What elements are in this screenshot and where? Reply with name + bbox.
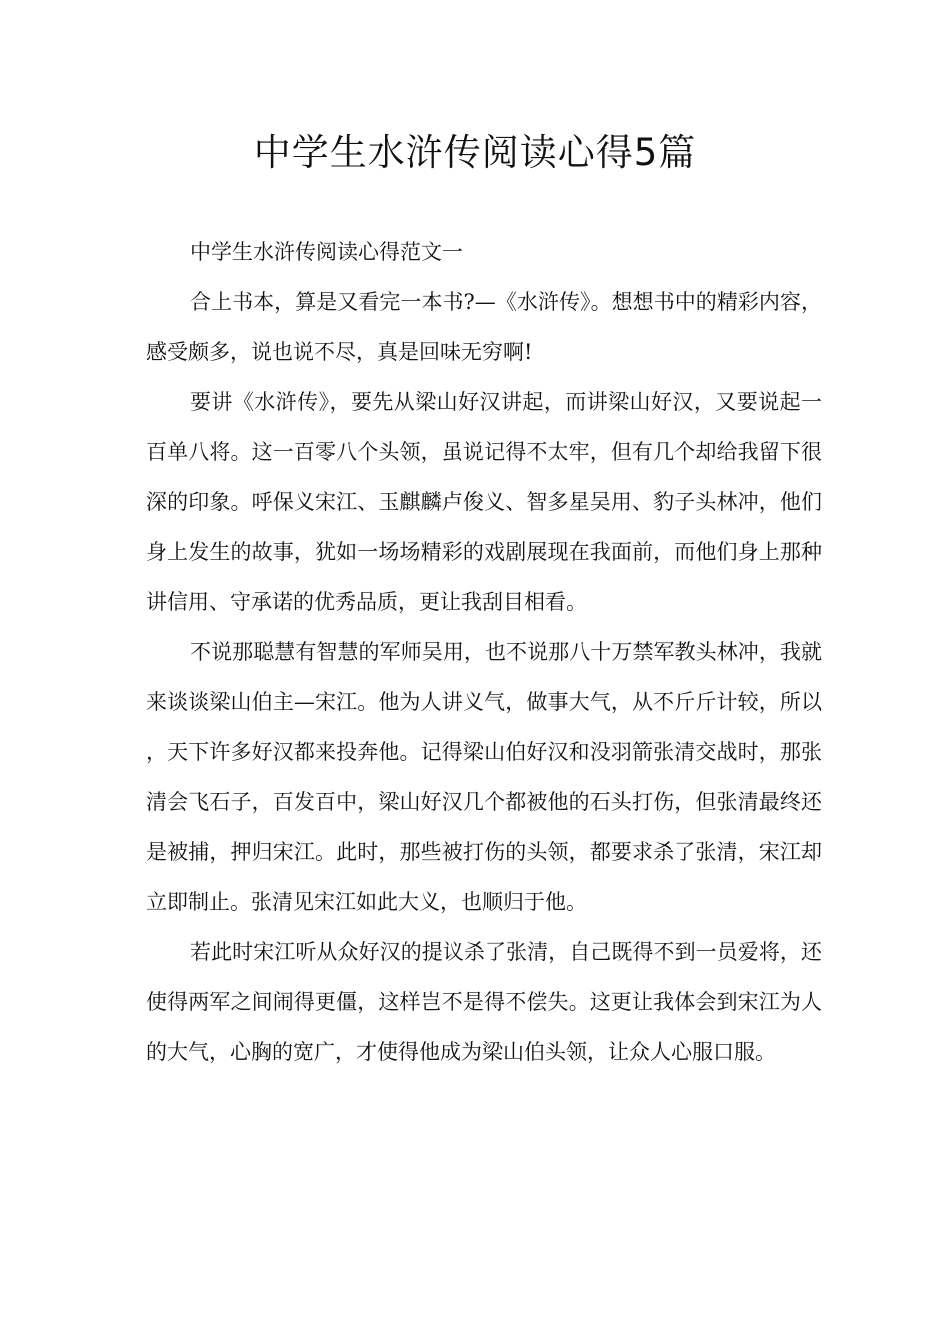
paragraph-2: 要讲《水浒传》，要先从梁山好汉讲起，而讲梁山好汉，又要说起一百单八将。这一百零八个头领，虽说记得不太牢，但有几个却给我留下很深的印象。呼保义宋江、玉麒麟卢俊义、智多星吴用、豹子头林冲，他们身上发生的故事，犹如一场场精彩的戏剧展现在我面前，而他们身上那种讲信用、守承诺的优秀品质，更让我刮目相看。 (146, 390, 822, 614)
paragraph-1: 合上书本，算是又看完一本书?—《水浒传》。想想书中的精彩内容，感受颇多，说也说不尽，真是回味无穷啊! (146, 290, 822, 364)
section-heading: 中学生水浒传阅读心得范文一 (190, 240, 463, 264)
paragraph-3: 不说那聪慧有智慧的军师吴用，也不说那八十万禁军教头林冲，我就来谈谈梁山伯主—宋江。他为人讲义气，做事大气，从不斤斤计较，所以，天下许多好汉都来投奔他。记得梁山伯好汉和没羽箭张清交战时，那张清会飞石子，百发百中，梁山好汉几个都被他的石头打伤，但张清最终还是被捕，押归宋江。此时，那些被打伤的头领，都要求杀了张清，宋江却立即制止。张清见宋江如此大义，也顺归于他。 (146, 640, 822, 914)
document-body (146, 227, 822, 1077)
paragraph-4: 若此时宋江听从众好汉的提议杀了张清，自己既得不到一员爱将，还使得两军之间闹得更僵，这样岂不是得不偿失。这更让我体会到宋江为人的大气，心胸的宽广，才使得他成为梁山伯头领，让众人心服口服。 (146, 940, 822, 1064)
document-title: 中学生水浒传阅读心得5篇 (253, 131, 697, 174)
